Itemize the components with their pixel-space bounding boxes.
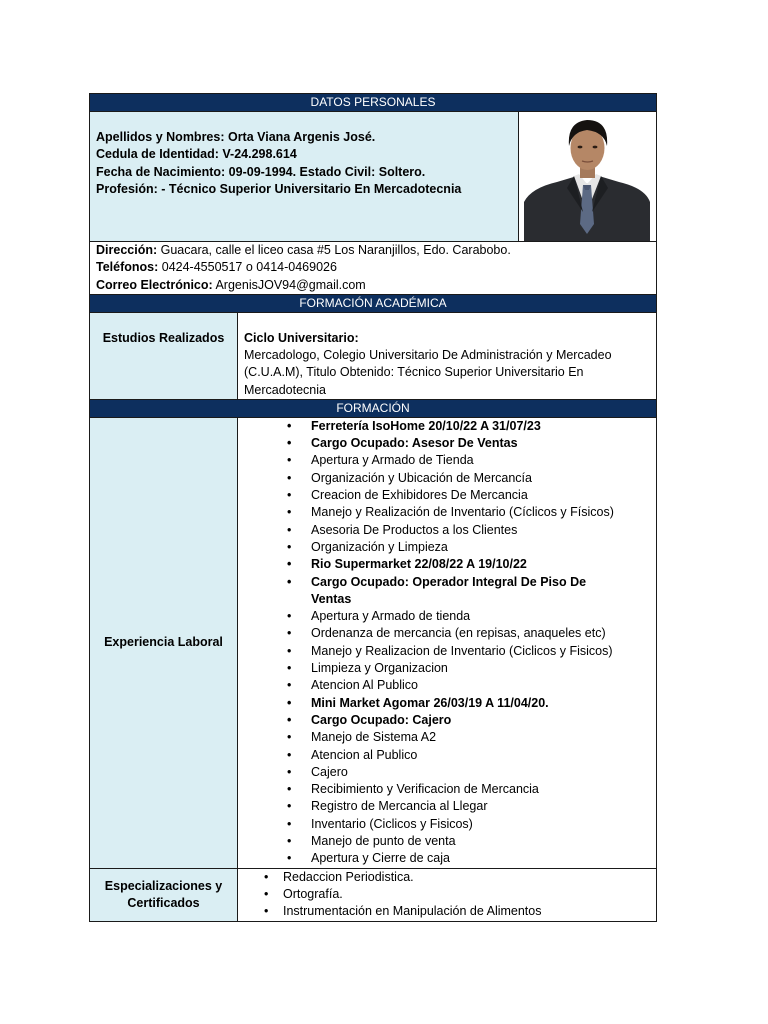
experience-item: • Recibimiento y Verificacion de Mercancia (238, 781, 656, 798)
phones-line (96, 259, 650, 276)
studies-row (90, 313, 656, 400)
experience-item: • Limpieza y Organizacion (238, 660, 656, 677)
full-name: Apellidos y Nombres: Orta Viana Argenis José. (96, 130, 376, 144)
birth-date: Fecha de Nacimiento: 09-09-1994. Estado Civil: Soltero. (96, 164, 426, 179)
specializations-list (238, 869, 656, 921)
studies-title: Ciclo Universitario: (244, 330, 359, 345)
phones-value: 0424-4550517 o 0414-0469026 (158, 260, 337, 275)
specializations-row (90, 869, 656, 921)
experience-item: • Ferretería IsoHome 20/10/22 A 31/07/23 (238, 418, 656, 435)
experience-item: • Apertura y Armado de Tienda (238, 452, 656, 469)
experience-list (238, 418, 656, 868)
experience-item: • Asesoria De Productos a los Clientes (238, 522, 656, 539)
phones-label: Teléfonos: (96, 260, 159, 275)
experience-item: • Manejo y Realización de Inventario (Cíclicos y Físicos) (238, 504, 656, 521)
experience-row (90, 418, 656, 869)
studies-text: Mercadologo, Colegio Universitario De Administración y Mercadeo (C.U.A.M), Titulo Obtenido: Técnico Superior Universitario En Mercadotecnia (244, 348, 612, 397)
experience-item: • Apertura y Cierre de caja (238, 850, 656, 867)
section-header-training: FORMACIÓN (90, 400, 656, 418)
experience-item: • Organización y Ubicación de Mercancía (238, 470, 656, 487)
experience-item: • Cargo Ocupado: Cajero (238, 712, 656, 729)
studies-label: Estudios Realizados (90, 313, 238, 399)
experience-item: • Apertura y Armado de tienda (238, 608, 656, 625)
address-line (96, 242, 650, 259)
contact-info (90, 242, 656, 295)
specialization-item: • Instrumentación en Manipulación de Alimentos (238, 903, 656, 920)
id-number: Cedula de Identidad: V-24.298.614 (96, 147, 297, 162)
experience-label: Experiencia Laboral (90, 418, 238, 868)
experience-item: • Ordenanza de mercancia (en repisas, anaqueles etc) (238, 625, 656, 642)
specializations-label: Especializaciones y Certificados (90, 869, 238, 921)
profession: Profesión: - Técnico Superior Universitario En Mercadotecnia (96, 181, 462, 196)
experience-item: • Rio Supermarket 22/08/22 A 19/10/22 (238, 556, 656, 573)
experience-item: • Organización y Limpieza (238, 539, 656, 556)
personal-info (90, 112, 519, 241)
experience-item: • Inventario (Ciclicos y Fisicos) (238, 816, 656, 833)
email-value: ArgenisJOV94@gmail.com (212, 277, 366, 292)
section-header-personal: DATOS PERSONALES (90, 94, 656, 112)
experience-item: • Creacion de Exhibidores De Mercancia (238, 487, 656, 504)
experience-item: • Manejo de punto de venta (238, 833, 656, 850)
address-label: Dirección: (96, 243, 158, 257)
experience-item: • Cargo Ocupado: Operador Integral De Piso De Ventas (238, 574, 656, 609)
personal-data-row (90, 112, 656, 242)
experience-item: • Atencion Al Publico (238, 677, 656, 694)
experience-item: • Registro de Mercancia al Llegar (238, 798, 656, 815)
address-value: Guacara, calle el liceo casa #5 Los Naranjillos, Edo. Carabobo. (157, 243, 511, 257)
experience-item: • Manejo y Realizacion de Inventario (Ciclicos y Fisicos) (238, 643, 656, 660)
email-label: Correo Electrónico: (96, 277, 213, 292)
email-line (96, 277, 650, 294)
specializations-content (238, 869, 656, 921)
specialization-item: • Redaccion Periodistica. (238, 869, 656, 886)
cv-document (89, 93, 657, 922)
experience-item: • Cargo Ocupado: Asesor De Ventas (238, 435, 656, 452)
section-header-academic: FORMACIÓN ACADÉMICA (90, 295, 656, 313)
experience-item: • Atencion al Publico (238, 747, 656, 764)
experience-content (238, 418, 656, 868)
experience-item: • Cajero (238, 764, 656, 781)
profile-photo (519, 112, 656, 241)
specialization-item: • Ortografía. (238, 886, 656, 903)
profile-photo-cell (519, 112, 656, 241)
studies-content (238, 313, 656, 399)
experience-item: • Mini Market Agomar 26/03/19 A 11/04/20. (238, 695, 656, 712)
experience-item: • Manejo de Sistema A2 (238, 729, 656, 746)
